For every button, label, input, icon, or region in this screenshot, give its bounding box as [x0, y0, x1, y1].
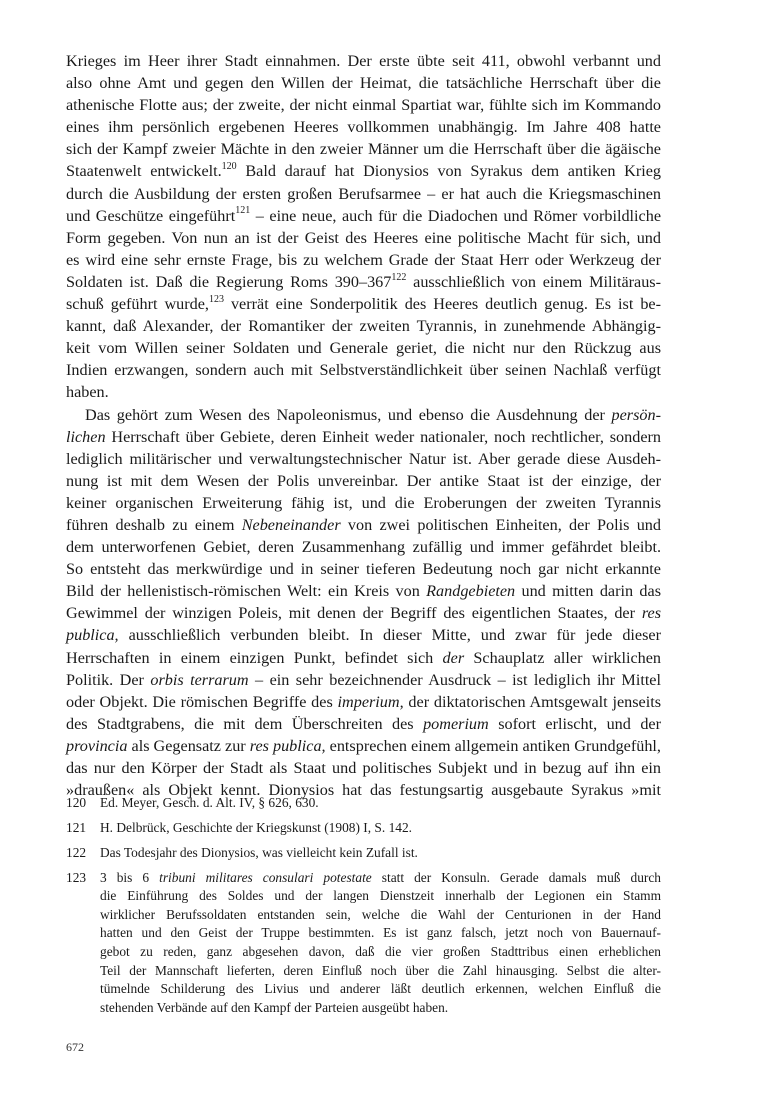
- italic-text: provincia: [66, 736, 128, 755]
- footnote: [66, 844, 661, 863]
- footnote-text: [100, 794, 661, 813]
- text-segment: Krieges im Heer ihrer Stadt einnahmen. Der erste übte seit 411, obwohl verbannt und: [66, 52, 661, 70]
- footnote-line: [100, 962, 661, 981]
- footnote-text: [100, 869, 661, 1018]
- footnote-number: 120: [66, 795, 87, 810]
- text-segment: des Stadtgrabens, die mit dem Überschreiten des: [66, 714, 424, 733]
- italic-text: persön-: [611, 405, 661, 424]
- text-segment: schuß geführt wurde,: [66, 295, 209, 314]
- text-line: [66, 359, 661, 381]
- text-line: [66, 337, 661, 359]
- page-number: 672: [66, 1040, 84, 1054]
- italic-text: res: [641, 604, 661, 623]
- italic-text: res publica,: [249, 736, 326, 755]
- text-line: [66, 492, 661, 514]
- text-line: [66, 404, 661, 426]
- text-segment: eines ihm persönlich ergebenen Heeres vollkommen unabhängig. Im Jahre 408 hatte: [66, 118, 661, 137]
- footnote-text: [100, 844, 661, 863]
- text-segment: kannt, daß Alexander, der Romantiker der zweiten Tyrannis, in zunehmende Abhängig-: [66, 317, 661, 336]
- text-segment: keiner organischen Erweiterung fähig ist, und die Eroberungen der zweiten Tyrannis: [66, 493, 661, 512]
- text-segment: Das gehört zum Wesen des Napoleonismus, und ebenso die Ausdehnung der: [85, 405, 612, 424]
- text-segment: hatten und den Geist der Truppe bestimmten. Es ist ganz falsch, jetzt noch von Bauernauf-: [100, 925, 661, 941]
- text-segment: das nur den Körper der Stadt als Staat und politisches Subjekt und in bezug auf ihn ein: [66, 759, 661, 777]
- text-segment: – eine neue, auch für die Diadochen und Römer vorbildliche: [250, 206, 662, 225]
- text-segment: Staatenwelt entwickelt.: [66, 162, 222, 181]
- text-line: [66, 713, 661, 735]
- text-line: [66, 116, 661, 138]
- footnote-line: [100, 924, 661, 943]
- text-line: [66, 580, 661, 602]
- text-segment: Indien erzwangen, sondern auch mit Selbstverständlichkeit über seinen Nachlaß verfügt: [66, 361, 661, 380]
- italic-text: der: [442, 648, 465, 667]
- footnote-line: [100, 980, 661, 999]
- text-line: [66, 669, 661, 691]
- text-segment: Das Todesjahr des Dionysios, was vielleicht kein Zufall ist.: [100, 844, 418, 860]
- italic-text: Randgebieten: [426, 582, 516, 601]
- text-segment: von zwei politischen Einheiten, der Polis und: [340, 515, 661, 534]
- text-segment: als Gegensatz zur: [127, 736, 250, 755]
- text-segment: und mitten darin das: [515, 582, 661, 601]
- text-segment: »draußen« als Objekt kennt. Dionysios hat das festungsartig ausgebaute Syrakus »mit: [66, 781, 661, 800]
- footnote-number: 123: [66, 869, 87, 885]
- text-segment: sofort erlischt, und der: [488, 714, 661, 733]
- text-segment: die Einführung des Soldes und der langen Dienstzeit innerhalb der Legionen ein Stamm: [100, 888, 661, 904]
- text-line: [66, 691, 661, 713]
- footnote-reference: 120: [221, 161, 237, 173]
- text-segment: Herrschaften in einem einzigen Punkt, befindet sich: [66, 648, 443, 667]
- footnote-line: [100, 844, 661, 863]
- footnote: [66, 794, 661, 813]
- text-line: [66, 138, 661, 160]
- footnote-line: [100, 943, 661, 962]
- text-line: [66, 470, 661, 492]
- main-text: [66, 50, 661, 801]
- italic-text: imperium,: [337, 692, 404, 711]
- text-segment: führen deshalb zu einem: [66, 515, 242, 534]
- text-segment: haben.: [66, 383, 109, 402]
- text-segment: oder Objekt. Die römischen Begriffe des: [66, 692, 338, 711]
- text-segment: Soldaten ist. Daß die Regierung Roms 390–367: [66, 272, 392, 291]
- text-segment: 3 bis 6: [100, 869, 160, 885]
- footnote-reference: 122: [391, 271, 407, 283]
- footnote-line: [100, 794, 661, 813]
- text-segment: Teil der Mannschaft lieferten, deren Einfluß noch über die Zahl hinausging. Selbst die alter-: [100, 962, 661, 978]
- footnotes: [66, 794, 661, 1024]
- text-segment: nung ist mit dem Wesen der Polis unvereinbar. Der antike Staat ist der einzige, der: [66, 471, 661, 490]
- italic-text: Nebeneinander: [241, 515, 341, 534]
- text-segment: keit vom Willen seiner Soldaten und Generale geriet, die nicht nur den Rückzug aus: [66, 339, 661, 358]
- text-segment: Gewimmel der winzigen Poleis, mit denen der Begriff des eigentlichen Staates, der: [66, 604, 642, 623]
- footnote: [66, 819, 661, 838]
- footnote-line: [100, 887, 661, 906]
- text-line: [66, 249, 661, 271]
- text-segment: Politik. Der: [66, 670, 151, 689]
- text-line: [66, 183, 661, 205]
- text-segment: Schauplatz aller wirklichen: [464, 648, 661, 667]
- footnote-line: [100, 999, 661, 1018]
- text-segment: lediglich militärischer und verwaltungstechnischer Natur ist. Aber gerade diese Ausdeh-: [66, 449, 661, 468]
- text-line: [66, 315, 661, 337]
- text-segment: dem unterworfenen Gebiet, deren Zusammenhang zufällig und immer gefährdet bleibt.: [66, 538, 661, 557]
- italic-text: pomerium: [423, 714, 489, 733]
- footnote-line: [100, 819, 661, 838]
- text-line: [66, 426, 661, 448]
- text-segment: ausschließlich von einem Militäraus-: [406, 272, 661, 291]
- italic-text: publica,: [66, 626, 119, 645]
- text-segment: entsprechen einem allgemein antiken Grundgefühl,: [325, 736, 661, 755]
- text-segment: – ein sehr bezeichnender Ausdruck – ist lediglich ihr Mittel: [248, 670, 661, 689]
- footnote: [66, 869, 661, 1018]
- text-line: [66, 50, 661, 72]
- text-line: [66, 735, 661, 757]
- text-line: [66, 160, 661, 182]
- text-line: [66, 205, 661, 227]
- text-segment: ausschließlich verbunden bleibt. In dieser Mitte, und zwar für jede dieser: [118, 626, 661, 645]
- text-segment: verrät eine Sonderpolitik des Heeres deutlich genug. Es ist be-: [223, 295, 661, 314]
- footnote-reference: 121: [235, 205, 251, 217]
- text-line: [66, 647, 661, 669]
- text-segment: H. Delbrück, Geschichte der Kriegskunst (1908) I, S. 142.: [100, 819, 413, 835]
- footnote-reference: 123: [208, 293, 224, 305]
- text-line: [66, 293, 661, 315]
- text-line: [66, 624, 661, 646]
- italic-text: tribuni militares consulari potestate: [159, 869, 372, 885]
- text-segment: wirklicher Berufssoldaten entstanden sein, welche die Wahl der Centurionen in der Hand: [100, 906, 661, 922]
- text-segment: der diktatorischen Amtsgewalt jenseits: [403, 692, 661, 711]
- footnote-line: [100, 906, 661, 925]
- text-segment: es wird eine sehr ernste Frage, bis zu welchem Grade der Staat Herr oder Werkzeug der: [66, 250, 661, 269]
- text-segment: Herrschaft über Gebiete, deren Einheit weder nationaler, noch rechtlicher, sondern: [105, 427, 661, 446]
- text-segment: sich der Kampf zweier Mächte in den zweier Männer um die Herrschaft über die ägäische: [66, 140, 661, 159]
- text-segment: durch die Ausbildung der ersten großen Berufsarmee – er hat auch die Kriegsmaschinen: [66, 184, 661, 203]
- text-line: [66, 602, 661, 624]
- text-segment: tümelnde Schilderung des Livius und anderer läßt deutlich erkennen, welchen Einfluß die: [100, 981, 661, 997]
- text-line: [66, 271, 661, 293]
- footnote-number: 122: [66, 844, 87, 860]
- text-segment: athenische Flotte aus; der zweite, der nicht einmal Spartiat war, fühlte sich im Kommando: [66, 96, 661, 115]
- text-segment: Bild der hellenistisch-römischen Welt: ein Kreis von: [66, 582, 427, 601]
- italic-text: orbis terrarum: [150, 670, 249, 689]
- text-segment: und Geschütze eingeführt: [66, 206, 236, 225]
- text-segment: statt der Konsuln. Gerade damals muß durch: [371, 869, 661, 885]
- text-line: [66, 757, 661, 779]
- text-segment: also ohne Amt und gegen den Willen der Heimat, die tatsächliche Herrschaft über die: [66, 74, 661, 93]
- text-line: [66, 536, 661, 558]
- text-line: [66, 72, 661, 94]
- text-segment: stehenden Verbände auf den Kampf der Parteien ausgeübt haben.: [100, 999, 449, 1015]
- text-segment: gebot zu reden, ganz abgesehen davon, daß die vier großen Stadttribus einen erheblichen: [100, 944, 661, 960]
- footnote-line: [100, 869, 661, 888]
- text-line: [66, 94, 661, 116]
- footnote-number: 121: [66, 819, 87, 835]
- text-line: [66, 227, 661, 249]
- text-line: [66, 514, 661, 536]
- text-segment: So entsteht das merkwürdige und in seiner tieferen Bedeutung noch gar nicht erkannte: [66, 560, 661, 579]
- text-segment: Ed. Meyer, Gesch. d. Alt. IV, § 626, 630.: [100, 795, 319, 810]
- text-segment: Bald darauf hat Dionysios von Syrakus dem antiken Krieg: [236, 162, 661, 181]
- text-line: [66, 448, 661, 470]
- text-line: [66, 381, 661, 403]
- text-line: [66, 558, 661, 580]
- text-segment: Form gegeben. Von nun an ist der Geist des Heeres eine politische Macht für sich, und: [66, 228, 661, 247]
- footnote-text: [100, 819, 661, 838]
- italic-text: lichen: [66, 427, 106, 446]
